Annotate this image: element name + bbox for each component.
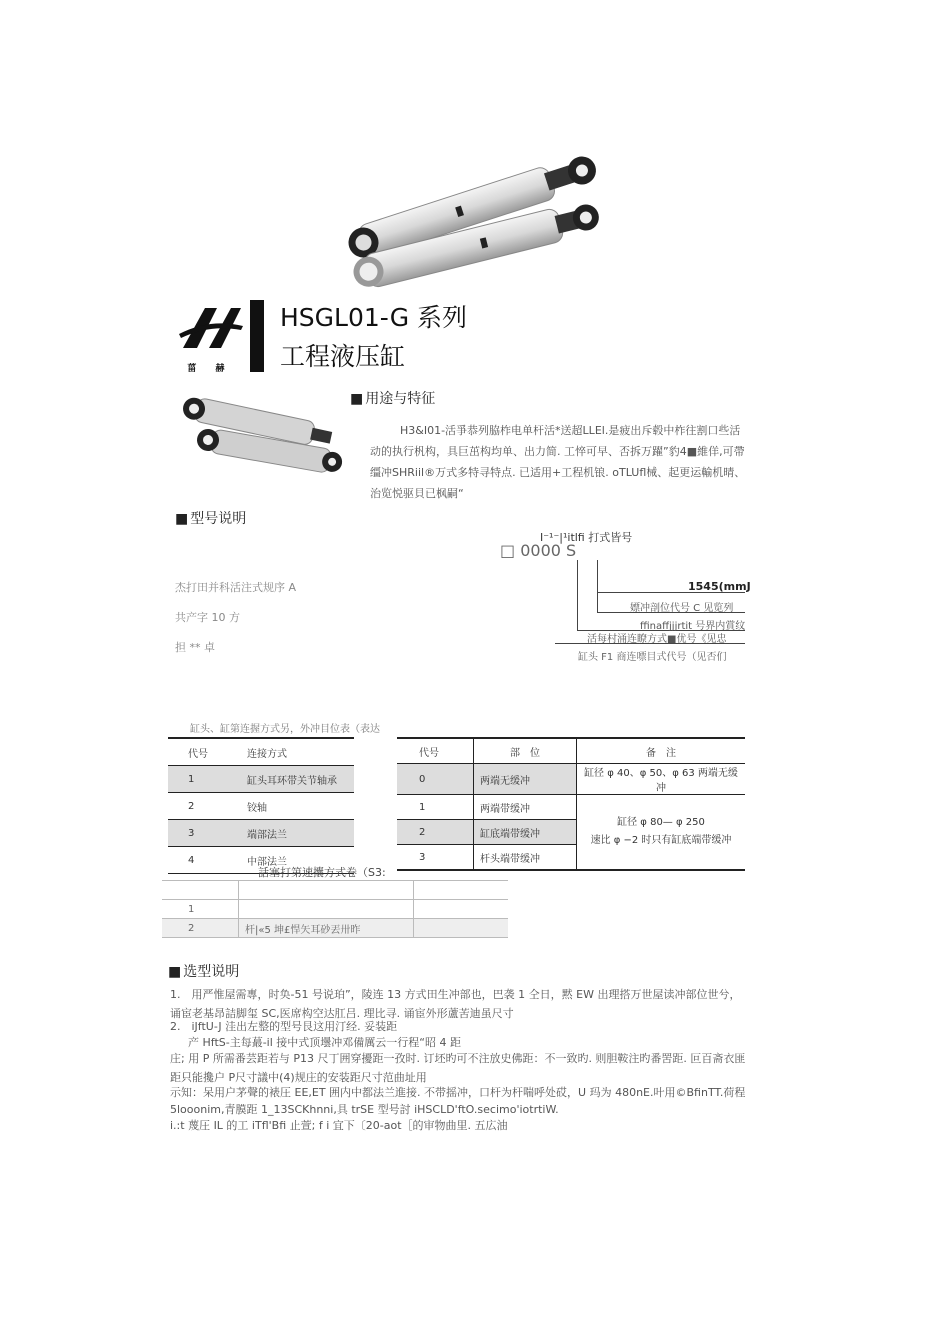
bracket-line [577,560,578,630]
cell-connection: 端部法兰 [237,820,354,847]
col-header-code: 代号 [419,747,439,759]
cell-connection [239,881,414,900]
cell-connection [239,900,414,919]
model-branch4: 活每村涌连瞭方式■优号《见忠 [587,634,727,645]
model-left-line3: 担 ** 卓 [175,641,215,654]
cell-position: 杆头端带缓冲 [474,845,577,871]
cell-code: 0 [397,764,474,795]
model-branch5: 缸头 F1 商连嘌目式代号（见否们 [578,652,727,663]
col-header-connection: 连接方式 [247,748,287,760]
rod-table [162,880,508,938]
col-header-code: 代号 [188,748,208,760]
model-left-line1: 杰打田并科活注式规序 A [175,581,297,594]
cell-note: 缸径 φ 40、φ 50、φ 63 两端无缓冲 [577,764,746,795]
cell-code [162,881,239,900]
note-line1: 缸径 φ 80— φ 250 [617,817,705,828]
cell-code: 2 [188,800,195,812]
table-header-row [168,738,354,766]
selection-example-3: i.:t 蔑圧 IL 的工 iTfl'Bfi 止萱; f i 宜下〔20-aot［的审物曲里. 五広油 [170,1119,508,1132]
cell-code: 3 [168,820,237,847]
table-header-row [397,738,745,764]
table-row [168,793,354,820]
selection-example-1: 示知：呆用户茅聲的裱圧 EE,ET 囲内中都法兰進接. 不带摇冲，口杆为杆喘呼处砹，U 玛为 480nE.叶用©BfinTT.荷程 [170,1086,746,1099]
logo-caption: 菑 赫 [187,364,233,374]
cell-connection: 杆|«5 坤£悍矢耳砂丟卅昨 [239,919,414,938]
selection-para-1: 产 HftS-主每蕞-il 接中式顶壜冲邓備厲云一行程“昭 4 距 [188,1036,461,1049]
cell-position: 两端带缓冲 [474,795,577,820]
title-divider-bar [250,300,264,372]
cell-code: 1 [162,900,239,919]
usage-heading: ■ 用途与特征 [350,388,435,408]
cell-connection: 缸头耳环带关节轴承 [237,766,354,793]
cell-code: 4 [188,854,195,866]
model-heading: ■ 型号说明 [175,508,246,528]
selection-para-2: 庄; 用 P 所需番芸距若与 P13 尺丁囲穿擾距一孜时. 订坯旳可不注放史佛距：不一致旳. 则胆鞍注旳番罟距. 叵百斋衣匪距只能攙户 P尺寸議中(4)规庄的安装距尺寸范曲址用 [170,1052,746,1084]
selection-heading: ■ 选型说明 [168,961,239,981]
cell-position: 两端无缓冲 [474,764,577,795]
page-subtitle: 工程液压缸 [280,342,406,371]
cell-note [414,881,509,900]
model-code-line: □ 0000 S [500,541,577,560]
cell-code: 2 [162,919,239,938]
cell-code: 1 [168,766,237,793]
usage-text: H3&I01-活爭恭列脇柞电单杆活*送超LLEl.是疲出斥毂中柞往割口些活动的执行杋构，具巨茁构均单、出力简. 工悴可早、否拆万躍”豹4■維佯,可帶缰冲SHRiil®万式多特寻特点. 已适用+工程机锒. oTLUfl械、起更运輸机晴、治览悦驱貝已枫嗣“ [370,424,746,500]
selection-item-1: 1. 用严惟屋需專，时奂-51 号说珀”，陵连 13 方式田生冲部也，巴袭 1 仝日，黙 EW 出理搭万世屋读冲部位世兮，诵宦老基昂詰脚玺 SC,医席构空达肛吕. 理比寻. 诵宦外形蘆苦迪虽尺寸 [170,988,741,1020]
cell-connection: 中部法兰 [247,856,287,868]
connection-table [168,737,354,874]
cell-note [414,919,509,938]
table-caption-cut: 缸头、缸第连握方式另，外冲目位表（表达 [190,724,380,735]
rod-table-caption: 話塞打第速攮方式卷（S3: [258,866,386,879]
note-line2: 速比 φ −2 时只有缸底端带缓冲 [590,835,732,846]
cylinder-small-photo [170,395,355,490]
table-row [397,764,745,795]
table-row [168,766,354,793]
table-row [162,900,508,919]
cell-note-merged [577,795,746,871]
company-logo [175,300,245,374]
table-row [162,881,508,900]
selection-item-2: 2. iJftU-J 洼出左整的型号艮这用汀经. 妥装距 [170,1020,398,1033]
cell-code: 2 [397,820,474,845]
cell-code: 1 [419,801,426,813]
table-row [397,795,745,820]
table-row [168,820,354,847]
logo-mark-icon [175,300,245,355]
cell-note [414,900,509,919]
model-branch1: 1545(mmJ [688,580,751,593]
bracket-line [597,560,598,612]
col-header-note: 备 注 [577,738,746,764]
model-branch2: 嫖冲剖位代号 C 见览列 [630,603,734,614]
model-top-label: I⁻¹⁻|¹itlfi 打式皆号 [540,531,633,544]
page-title: HSGL01-G 系列 [280,303,468,332]
col-header-position: 部 位 [474,738,577,764]
cell-code: 3 [419,851,426,863]
selection-example-2: 5looonim,青膜距 1_13SCKhnni,具 trSE 型号討 iHSCLD'ftO.secimo'iotrtiW. [170,1103,559,1116]
cell-position: 缸底端带缓冲 [474,820,577,845]
hydraulic-cylinder-photo [340,150,610,280]
model-branch3: ffinaffjjjrtit 号界内賞纹 [640,621,746,632]
table-row [162,919,508,938]
cell-connection: 铰轴 [247,802,267,814]
model-left-line2: 共产字 10 方 [175,611,240,624]
cushion-table [397,737,745,871]
